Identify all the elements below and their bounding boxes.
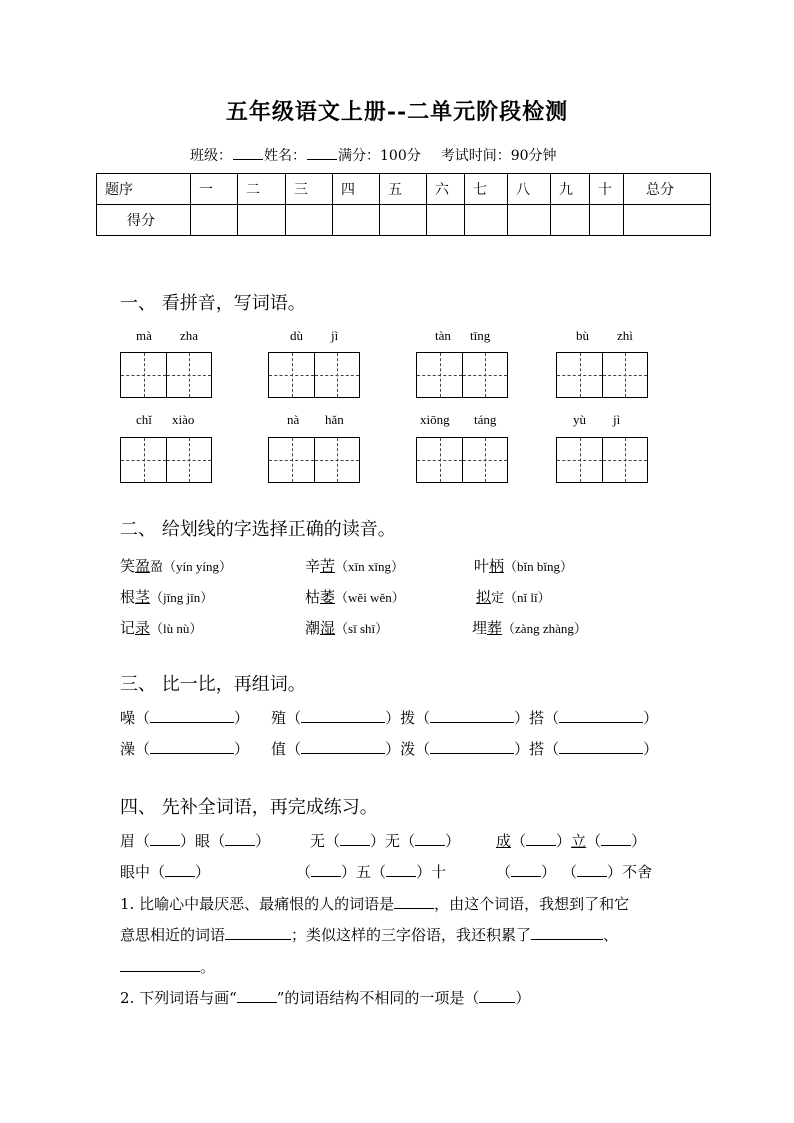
- pinyin: zhì: [617, 328, 633, 343]
- question-1-cont: 。: [120, 956, 215, 977]
- answer-blank[interactable]: [601, 831, 631, 846]
- pinyin: xiōng: [420, 412, 450, 427]
- pinyin: zha: [180, 328, 199, 343]
- full-score: 满分：100分: [338, 148, 421, 164]
- answer-blank[interactable]: [120, 957, 200, 972]
- pinyin: yù: [573, 412, 586, 427]
- answer-blank[interactable]: [150, 831, 180, 846]
- reading-item: 记录（lù nù）: [120, 619, 203, 637]
- pinyin: bù: [576, 328, 589, 343]
- answer-blank[interactable]: [225, 925, 291, 940]
- writing-grid[interactable]: [268, 352, 360, 398]
- answer-blank[interactable]: [301, 739, 385, 754]
- table-cell: 题序: [97, 174, 191, 205]
- table-cell: 六: [427, 174, 465, 205]
- score-cell[interactable]: [333, 205, 380, 236]
- idiom-item: 眼中（ ）: [120, 863, 211, 881]
- compare-row: 噪（ ） 殖（ ）拨（ ）搭（ ）: [120, 709, 659, 727]
- class-blank[interactable]: [233, 145, 263, 160]
- score-table-header: [97, 174, 711, 205]
- answer-blank[interactable]: [559, 739, 643, 754]
- name-label: 姓名：: [264, 148, 306, 164]
- idiom-item: 眉（ ）眼（ ）: [120, 832, 271, 850]
- compare-row: 澡（ ） 值（ ）泼（ ）搭（ ）: [120, 740, 659, 758]
- score-table-row: [97, 205, 711, 236]
- reading-item: 枯萎（wěi wěn）: [305, 588, 405, 606]
- idiom-item: （ ） （ ）不舍: [496, 863, 653, 881]
- pinyin: mà: [136, 328, 152, 343]
- question-1-cont: 意思相近的词语 ；类似这样的三字俗语，我还积累了 、: [120, 926, 619, 944]
- score-cell[interactable]: [465, 205, 508, 236]
- score-cell[interactable]: [238, 205, 286, 236]
- question-2: 2. 下列词语与画“ ”的词语结构不相同的一项是（ ）: [120, 989, 531, 1007]
- answer-blank[interactable]: [150, 708, 234, 723]
- score-cell[interactable]: [508, 205, 551, 236]
- idiom-item: （ ）五（ ）十: [296, 863, 447, 881]
- pinyin: hǎn: [325, 412, 344, 427]
- table-cell: 十: [590, 174, 624, 205]
- section2-heading: 二、 给划线的字选择正确的读音。: [120, 519, 396, 540]
- table-cell: 九: [551, 174, 590, 205]
- exam-time: 考试时间：90分钟: [440, 148, 557, 164]
- reading-item: 拟定（nǐ lǐ）: [476, 588, 551, 606]
- table-cell: 二: [238, 174, 286, 205]
- pinyin: jì: [331, 328, 339, 343]
- writing-grid[interactable]: [556, 437, 648, 483]
- score-cell[interactable]: [624, 205, 711, 236]
- score-cell[interactable]: [286, 205, 333, 236]
- answer-blank[interactable]: [559, 708, 643, 723]
- pinyin: nà: [287, 412, 300, 427]
- pinyin: tàn: [435, 328, 451, 343]
- score-cell[interactable]: [427, 205, 465, 236]
- answer-blank[interactable]: [531, 925, 603, 940]
- answer-blank[interactable]: [311, 862, 341, 877]
- answer-blank[interactable]: [340, 831, 370, 846]
- answer-blank[interactable]: [165, 862, 195, 877]
- reading-item: 根茎（jīng jīn）: [120, 588, 214, 606]
- pinyin: dù: [290, 328, 303, 343]
- writing-grid[interactable]: [416, 352, 508, 398]
- score-cell[interactable]: [191, 205, 238, 236]
- answer-blank[interactable]: [237, 988, 277, 1003]
- pinyin: táng: [474, 412, 497, 427]
- answer-blank[interactable]: [415, 831, 445, 846]
- score-cell[interactable]: [590, 205, 624, 236]
- answer-blank[interactable]: [430, 708, 514, 723]
- reading-item: 埋葬（zàng zhàng）: [472, 619, 587, 637]
- score-cell[interactable]: [380, 205, 427, 236]
- idiom-item: 成（ ）立（ ）: [496, 832, 647, 850]
- table-cell: 八: [508, 174, 551, 205]
- page-title: 五年级语文上册--二单元阶段检测: [225, 99, 569, 125]
- section4-heading: 四、 先补全词语，再完成练习。: [120, 797, 378, 818]
- score-table: [96, 173, 711, 236]
- answer-blank[interactable]: [430, 739, 514, 754]
- answer-blank[interactable]: [394, 894, 434, 909]
- writing-grid[interactable]: [556, 352, 648, 398]
- pinyin: tīng: [470, 328, 491, 343]
- answer-blank[interactable]: [479, 988, 515, 1003]
- pinyin: jì: [613, 412, 621, 427]
- table-cell: 一: [191, 174, 238, 205]
- exam-info: [190, 145, 557, 165]
- table-cell: 总分: [624, 174, 711, 205]
- reading-item: 辛苦（xīn xīng）: [305, 557, 405, 575]
- score-cell[interactable]: [551, 205, 590, 236]
- writing-grid[interactable]: [268, 437, 360, 483]
- table-cell: 五: [380, 174, 427, 205]
- table-cell: 四: [333, 174, 380, 205]
- table-cell: 七: [465, 174, 508, 205]
- table-cell: 得分: [97, 205, 191, 236]
- table-cell: 三: [286, 174, 333, 205]
- pinyin: xiào: [172, 412, 195, 427]
- class-label: 班级：: [190, 148, 232, 164]
- section3-heading: 三、 比一比，再组词。: [120, 674, 306, 695]
- writing-grid[interactable]: [120, 437, 212, 483]
- name-blank[interactable]: [307, 145, 337, 160]
- answer-blank[interactable]: [386, 862, 416, 877]
- answer-blank[interactable]: [301, 708, 385, 723]
- reading-item: 笑盈盈（yín yíng）: [120, 557, 233, 575]
- pinyin: chǐ: [136, 412, 152, 427]
- answer-blank[interactable]: [577, 862, 607, 877]
- writing-grid[interactable]: [120, 352, 212, 398]
- writing-grid[interactable]: [416, 437, 508, 483]
- reading-item: 叶柄（bǐn bǐng）: [474, 557, 574, 575]
- reading-item: 潮湿（sī shī）: [305, 619, 389, 637]
- answer-blank[interactable]: [526, 831, 556, 846]
- answer-blank[interactable]: [225, 831, 255, 846]
- question-1: 1. 比喻心中最厌恶、最痛恨的人的词语是 ，由这个词语，我想到了和它: [120, 895, 630, 913]
- answer-blank[interactable]: [511, 862, 541, 877]
- answer-blank[interactable]: [150, 739, 234, 754]
- section1-heading: 一、 看拼音，写词语。: [120, 293, 306, 314]
- idiom-item: 无（ ）无（ ）: [310, 832, 461, 850]
